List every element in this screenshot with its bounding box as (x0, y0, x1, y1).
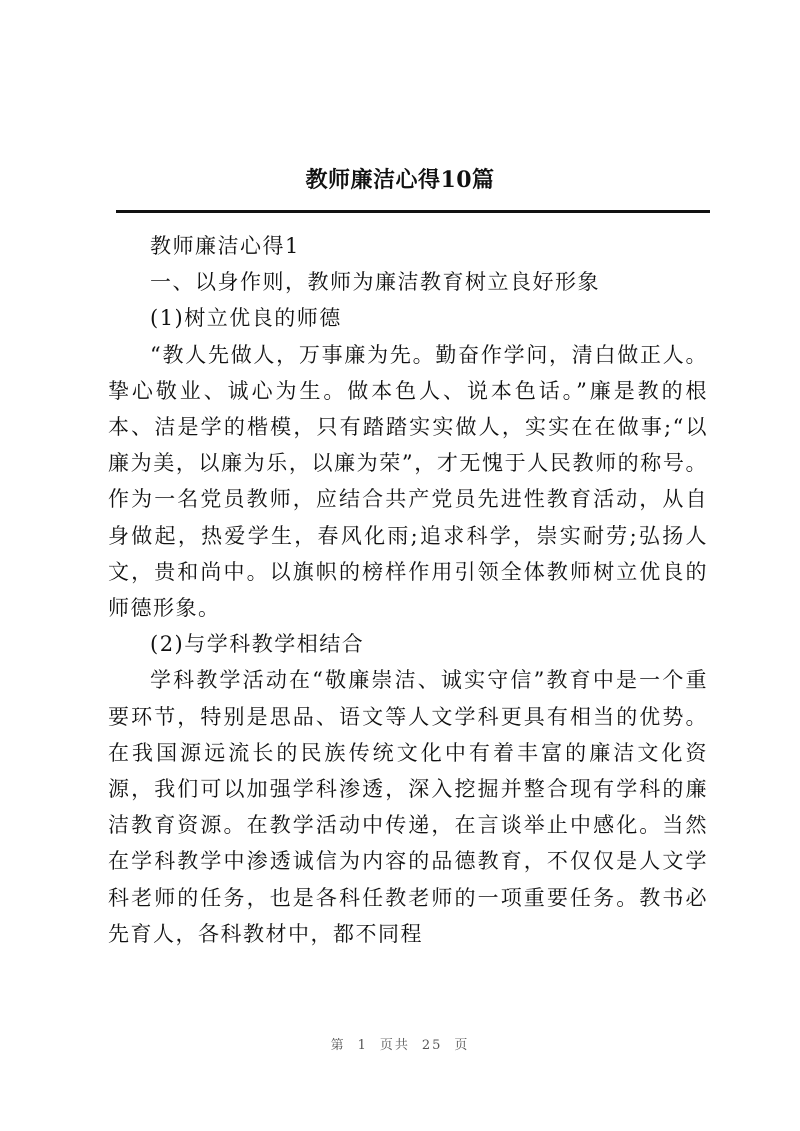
document-body (108, 228, 708, 952)
section-heading: 教师廉洁心得1 (150, 234, 300, 258)
body-paragraph: 学科教学活动在“敬廉崇洁、诚实守信”教育中是一个重要环节，特别是思品、语文等人文学科更具有相当的优势。在我国源远流长的民族传统文化中有着丰富的廉洁文化资源，我们可以加强学科渗透，深入挖掘并整合现有学科的廉洁教育资源。在教学活动中传递，在言谈举止中感化。当然在学科教学中渗透诚信为内容的品德教育，不仅仅是人文学科老师的任务，也是各科任教老师的一项重要任务。教书必先育人，各科教材中，都不同程 (108, 668, 708, 946)
footer-prefix: 第 (330, 1038, 346, 1053)
subsection-heading: 一、以身作则，教师为廉洁教育树立良好形象 (150, 270, 600, 295)
footer-middle: 页共 (379, 1038, 410, 1053)
point-heading: (1)树立优良的师德 (150, 306, 342, 331)
footer-suffix: 页 (454, 1038, 470, 1053)
point-heading: (2)与学科教学相结合 (150, 632, 365, 657)
title-underline (116, 210, 710, 213)
body-paragraph: “教人先做人，万事廉为先。勤奋作学问，清白做正人。挚心敬业、诚心为生。做本色人、说本色话。”廉是教的根本、洁是学的楷模，只有踏踏实实做人，实实在在做事;“以廉为美，以廉为乐，以廉为荣”，才无愧于人民教师的称号。作为一名党员教师，应结合共产党员先进性教育活动，从自身做起，热爱学生，春风化雨;追求科学，崇实耐劳;弘扬人文，贵和尚中。以旗帜的榜样作用引领全体教师树立优良的师德形象。 (108, 342, 708, 621)
page-footer (0, 1034, 800, 1053)
document-title: 教师廉洁心得10篇 (305, 167, 495, 193)
page-total: 25 (421, 1038, 443, 1053)
page-number: 1 (357, 1038, 368, 1053)
